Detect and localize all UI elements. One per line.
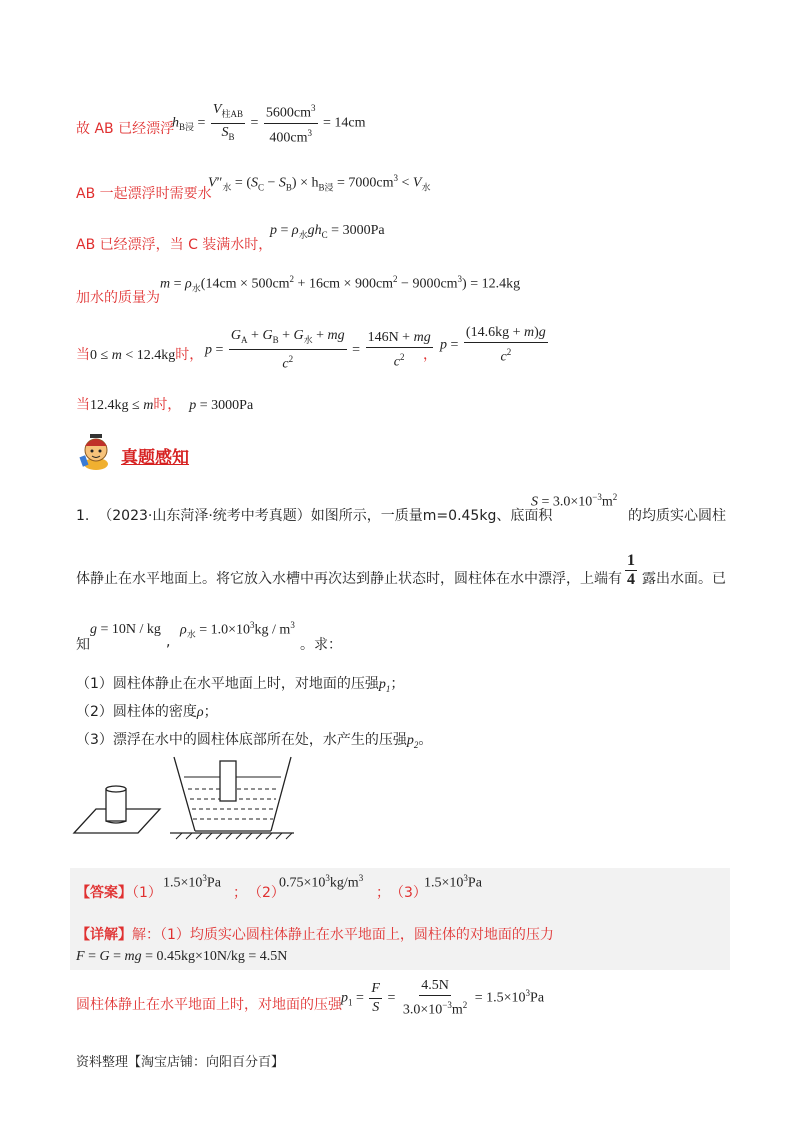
range-1: 0 ≤ m < 12.4kg [90,348,176,363]
detail-text: 解：（1）均质实心圆柱体静止在水平地面上，圆柱体的对地面的压力 [132,927,554,943]
formula-h-immersed: $h_{B浸}$ = $\frac{V_{柱AB}}{S_B}$ = $\frac{5600cm^3}{400cm^3}$ = 14cm [172,101,366,146]
sub-question-3-var-p: p [406,733,414,748]
question-line-3 [76,634,90,654]
figure-cylinder-on-ground [72,775,162,835]
detail-tag: 【详解】 [76,927,132,943]
sub-question-1-text: （1）圆柱体静止在水平地面上时，对地面的压强 [76,676,379,692]
formula-added-mass: $m = \rho_水(14cm \times 500cm^2 + 16cm \times 900cm^2 - 9000cm^3) = 12.4kg$ [160,274,521,294]
answer-line [76,882,162,902]
answer-p2-label: （2） [248,885,285,901]
pressure-line [76,994,342,1014]
formula-water-volume: $V''_水 = (S_C - S_B) \times h_{B浸} = 7000cm^3 < V_水$ [208,173,431,193]
solution-line-2-text: AB 一起漂浮时需要水 [76,186,212,202]
sub-question-3-text: （3）漂浮在水中的圆柱体底部所在处，水产生的压强 [76,732,407,748]
solution-line-1 [76,118,174,138]
comma-1: , [166,634,171,650]
sub-question-3-var-sub: 2 [413,739,419,750]
solution-line-6-mid: 时， [153,397,182,413]
section-title: 真题感知 [121,448,189,468]
sub-question-3-end: 。 [418,732,433,748]
sub-question-1-var-sub: 1 [385,683,391,694]
formula-pressure-full: $p = \rho_水gh_C = 3000Pa$ [270,223,385,240]
sub-question-3-var [407,733,419,748]
solution-line-5-mid: 时， [175,347,204,363]
formula-pressure-range-1b: p = $\frac{(14.6kg + m)g}{c^2}$ [440,325,546,365]
formula-rho-water: $\rho_水 = 1.0\times 10^3kg / m^3$ [180,620,295,640]
solution-line-6 [76,394,253,414]
solution-line-4-text: 加水的质量为 [76,290,160,306]
solution-line-2 [76,183,212,203]
sub-question-3 [76,729,432,750]
footer-text: 资料整理【淘宝店铺：向阳百分百】 [76,1055,285,1070]
solution-line-5-sep: ， [423,347,437,363]
formula-pressure-range-1: p = $\frac{G_A + G_B + G_水 + mg}{c^2}$ = $\frac{146N + mg}{c^2}$ [205,328,431,372]
answer-value-3: $1.5\times 10^3Pa$ [424,873,482,891]
formula-area: $S = 3.0\times 10^{-3}m^2$ [531,492,618,510]
question-line-1 [76,505,552,525]
range-2: 12.4kg ≤ m [90,398,154,413]
sub-question-2-end: ； [203,704,218,720]
solution-line-5-prefix: 当 [76,347,90,363]
question-line-3-prefix: 知 [76,637,90,653]
question-line-3-tail: 。求： [300,637,342,653]
detail-line [76,924,554,944]
figure-water-tank [168,755,298,840]
question-mass: m=0.45kg、底面积 [422,508,553,524]
answer-value-2: $0.75\times 10^3kg/m^3$ [279,873,364,891]
solution-line-4 [76,287,160,307]
formula-force: F = G = mg = 0.45kg×10N/kg = 4.5N [76,949,288,964]
sub-question-2-text: （2）圆柱体的密度 [76,704,197,720]
answer-value-1: $1.5\times 10^3Pa$ [163,873,221,891]
solution-line-1-text: 故 AB 已经漂浮 [76,121,175,137]
fraction-quarter: $\frac{1}{4}$ [627,552,635,588]
answer-sep-1: ； [233,885,247,901]
answer-p3-label: （3） [390,885,427,901]
formula-pressure-range-2: p = 3000Pa [189,398,254,413]
sub-question-1-end: ； [390,676,405,692]
solution-line-3-text: AB 已经漂浮，当 C 装满水时， [76,237,273,253]
question-number: 1. [76,508,90,524]
formula-p1: $p_1$ = $\frac{F}{S}$ = $\frac{4.5N}{3.0\times 10^{-3}m^2}$ = $1.5\times 10^3Pa$ [341,978,545,1018]
sub-question-1-var [379,677,391,692]
solution-line-3 [76,234,272,254]
answer-sep-2: ； [376,885,390,901]
question-line-2 [76,568,622,588]
sub-question-1 [76,673,404,694]
question-source: （2023·山东菏泽·统考中考真题）如图所示，一质量 [98,508,423,524]
sub-question-2 [76,701,218,721]
pressure-text: 圆柱体静止在水平地面上时，对地面的压强 [76,997,342,1013]
solution-line-5 [76,344,203,364]
question-line-2-text: 体静止在水平地面上。将它放入水槽中再次达到静止状态时，圆柱体在水中漂浮，上端有 [76,571,622,587]
formula-g: g = 10N / kg [90,622,161,637]
question-line-2-tail: 露出水面。已 [642,571,726,587]
sub-question-2-var: ρ [196,705,204,720]
solution-line-6-prefix: 当 [76,397,90,413]
answer-p1-label: （1） [132,885,162,901]
question-area-tail: 的均质实心圆柱 [628,508,726,524]
answer-tag: 【答案】 [76,885,132,901]
section-icon [76,428,116,472]
sub-question-1-var-p: p [378,677,386,692]
